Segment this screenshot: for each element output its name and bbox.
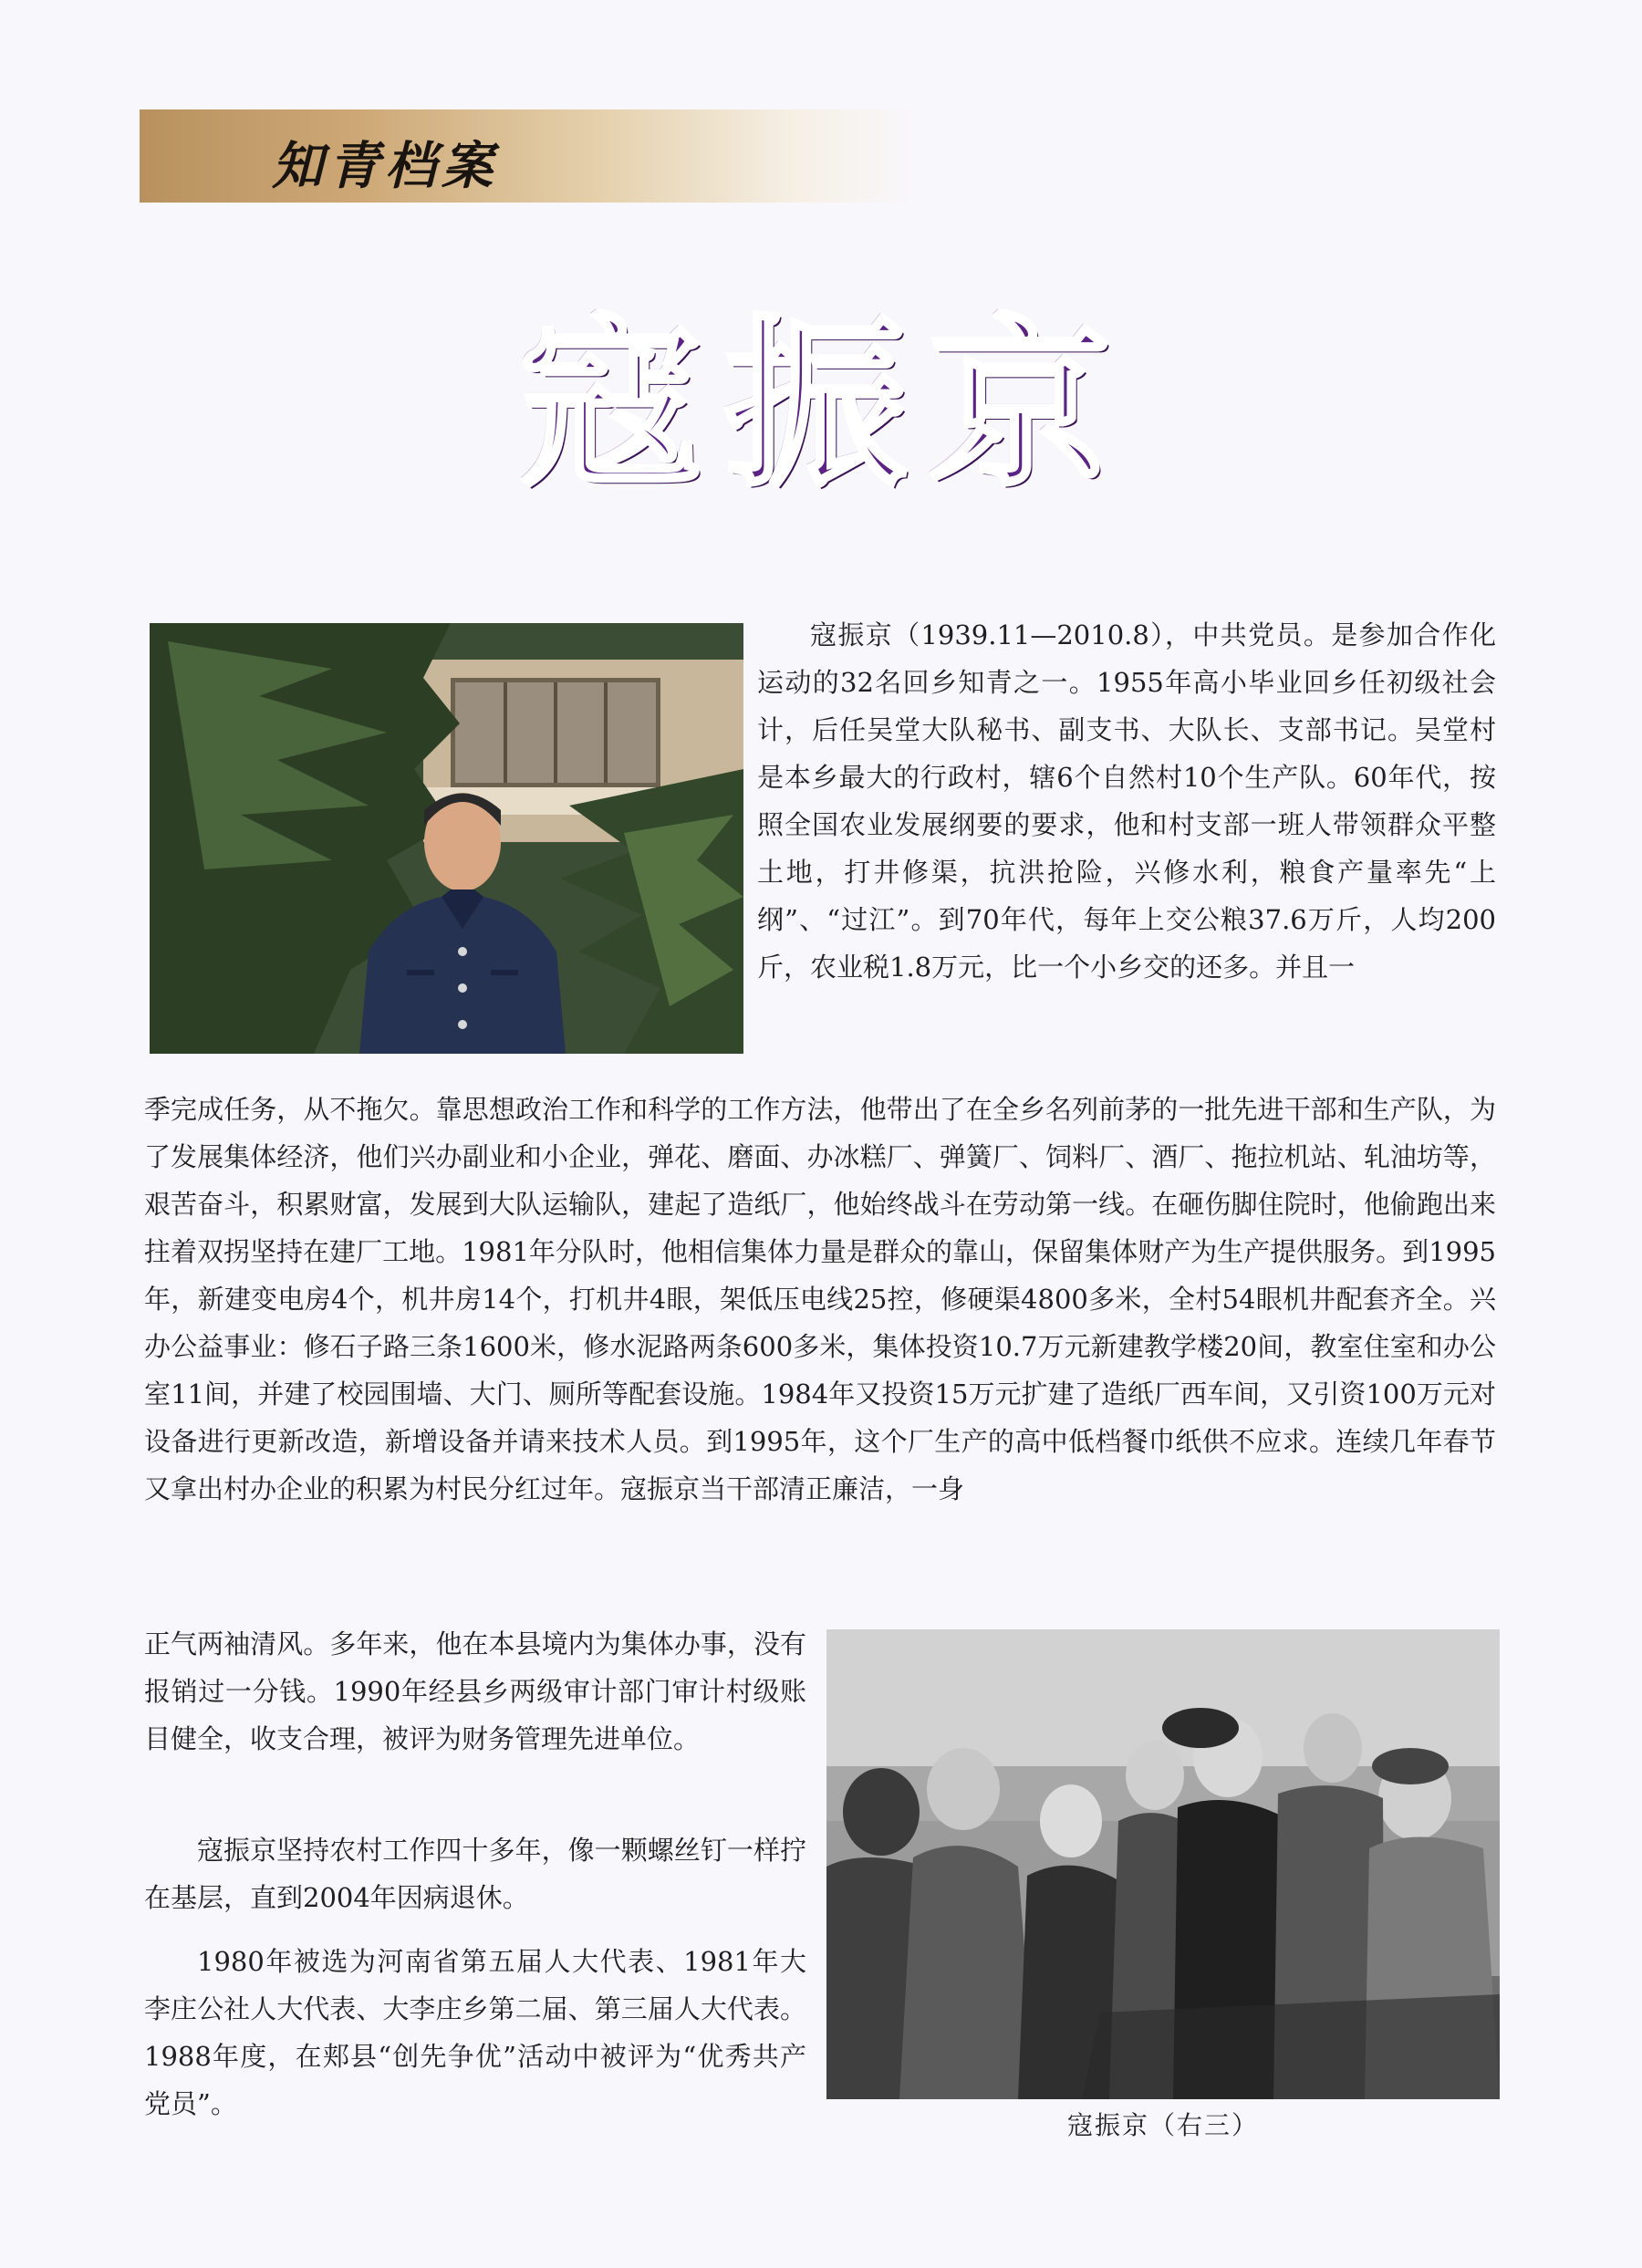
paragraph-intro: 寇振京（1939.11—2010.8），中共党员。是参加合作化运动的32名回乡知青之一。1955年高小毕业回乡任初级社会计，后任吴堂大队秘书、副支书、大队长、支部书记。吴堂村是本乡最大的行政村，辖6个自然村10个生产队。60年代，按照全国农业发展纲要的要求，他和村支部一班人带领群众平整土地，打井修渠，抗洪抢险，兴修水利，粮食产量率先“上纲”、“过江”。到70年代，每年上交公粮37.6万斤，人均200斤，农业税1.8万元，比一个小乡交的还多。并且一 bbox=[757, 619, 1496, 983]
paragraph-achievements: 季完成任务，从不拖欠。靠思想政治工作和科学的工作方法，他带出了在全乡名列前茅的一批先进干部和生产队，为了发展集体经济，他们兴办副业和小企业，弹花、磨面、办冰糕厂、弹簧厂、饲料厂、酒厂、拖拉机站、轧油坊等，艰苦奋斗，积累财富，发展到大队运输队，建起了造纸厂，他始终战斗在劳动第一线。在砸伤脚住院时，他偷跑出来拄着双拐坚持在建厂工地。1981年分队时，他相信集体力量是群众的靠山，保留集体财产为生产提供服务。到1995年，新建变电房4个，机井房14个，打机井4眼，架低压电线25控，修硬渠4800多米，全村54眼机井配套齐全。兴办公益事业：修石子路三条1600米，修水泥路两条600多米，集体投资10.7万元新建教学楼20间，教室住室和办公室11间，并建了校园围墙、大门、厕所等配套设施。1984年又投资15万元扩建了造纸厂西车间，又引资100万元对设备进行更新改造，新增设备并请来技术人员。到1995年，这个厂生产的高中低档餐巾纸供不应求。连续几年春节又拿出村办企业的积累为村民分红过年。寇振京当干部清正廉洁，一身 bbox=[144, 1094, 1496, 1504]
paragraph-integrity: 正气两袖清风。多年来，他在本县境内为集体办事，没有报销过一分钱。1990年经县乡两级审计部门审计村级账目健全，收支合理，被评为财务管理先进单位。 bbox=[144, 1628, 806, 1754]
section-banner bbox=[140, 109, 915, 203]
page-title: 寇振京 bbox=[520, 299, 1134, 512]
paragraph-career: 寇振京坚持农村工作四十多年，像一颗螺丝钉一样拧在基层，直到2004年因病退休。 bbox=[144, 1835, 806, 1913]
group-photo bbox=[826, 1629, 1500, 2099]
group-photo-caption: 寇振京（右三） bbox=[1066, 2110, 1259, 2140]
paragraph-honors: 1980年被选为河南省第五届人大代表、1981年大李庄公社人大代表、大李庄乡第二届、第三届人大代表。1988年度，在郏县“创先争优”活动中被评为“优秀共产党员”。 bbox=[144, 1946, 806, 2119]
section-banner-title: 知青档案 bbox=[272, 136, 498, 196]
portrait-photo bbox=[150, 623, 743, 1054]
